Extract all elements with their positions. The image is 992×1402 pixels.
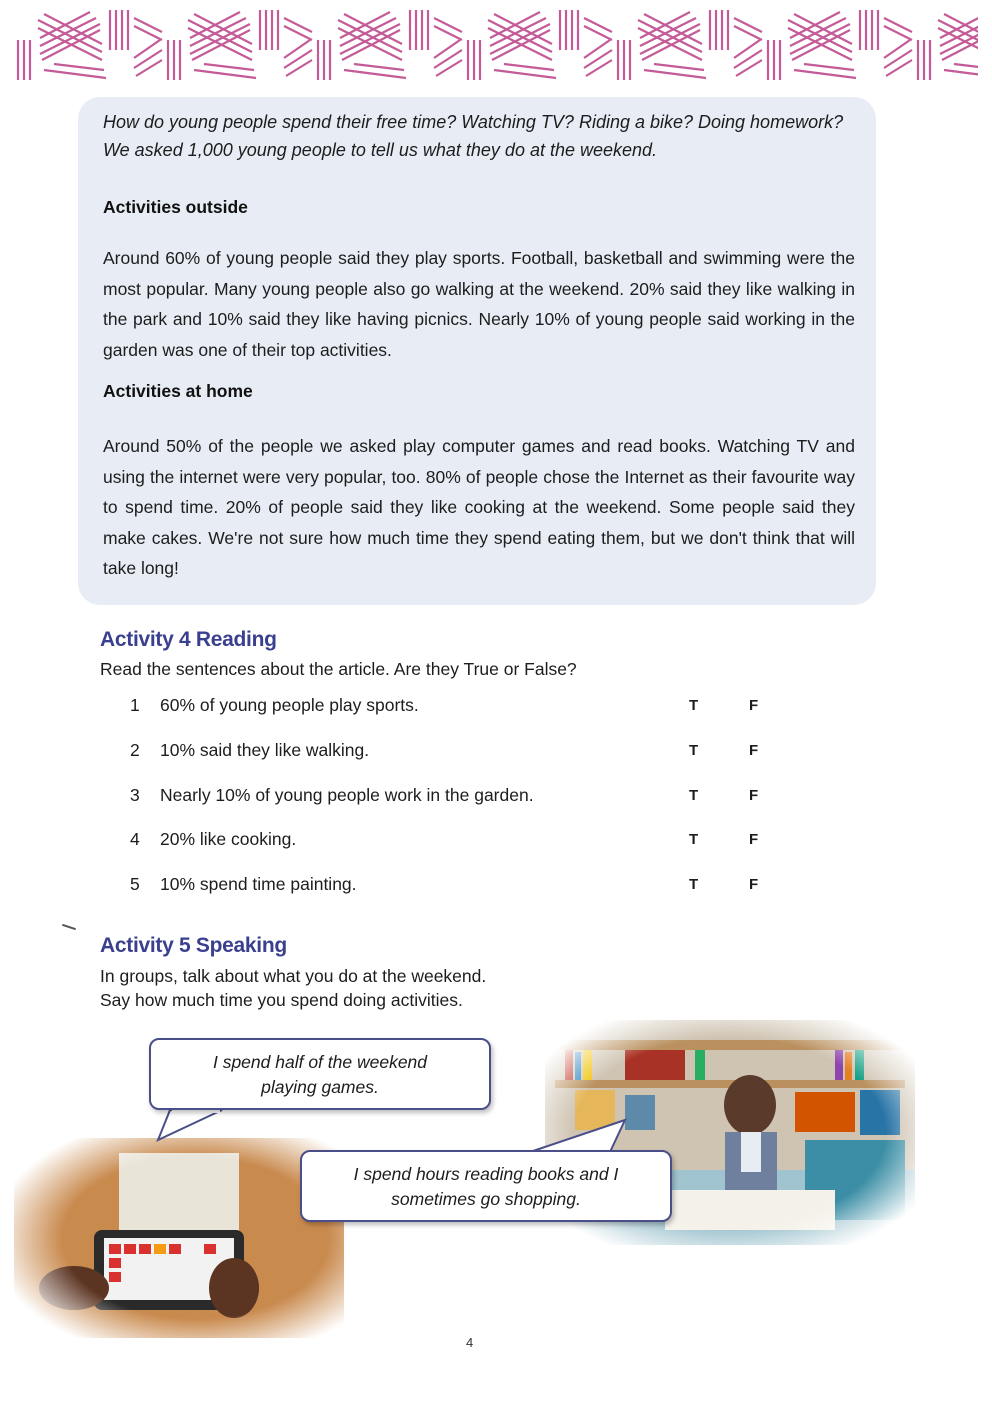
page-number: 4	[466, 1335, 474, 1350]
speech-bubble-2-text: I spend hours reading books and I sometimes go shopping.	[353, 1164, 619, 1209]
true-option[interactable]: T	[689, 831, 699, 848]
false-option[interactable]: F	[749, 876, 759, 893]
decorative-banner	[14, 10, 978, 80]
question-row	[100, 874, 780, 902]
speech-bubble-2	[300, 1150, 672, 1222]
question-text: 10% spend time painting.	[160, 874, 357, 894]
question-row	[100, 740, 780, 768]
speech-bubble-1	[149, 1038, 491, 1110]
activity-4-instruction: Read the sentences about the article. Are they True or False?	[100, 659, 577, 679]
question-text: 60% of young people play sports.	[160, 695, 419, 715]
question-number: 5	[130, 874, 140, 894]
activity-5-instruction-1: In groups, talk about what you do at the weekend.	[100, 966, 487, 986]
true-option[interactable]: T	[689, 742, 699, 759]
true-option[interactable]: T	[689, 697, 699, 714]
true-option[interactable]: T	[689, 787, 699, 804]
activity-5-title: Activity 5 Speaking	[100, 934, 287, 957]
question-number: 1	[130, 695, 140, 715]
question-row	[100, 785, 780, 813]
question-number: 3	[130, 785, 140, 805]
question-row	[100, 829, 780, 857]
false-option[interactable]: F	[749, 787, 759, 804]
tablet-photo	[14, 1138, 344, 1338]
bubble-1-tail	[150, 1108, 230, 1143]
false-option[interactable]: F	[749, 742, 759, 759]
stray-mark	[62, 924, 76, 930]
true-option[interactable]: T	[689, 876, 699, 893]
outside-heading: Activities outside	[103, 197, 248, 217]
question-text: Nearly 10% of young people work in the garden.	[160, 785, 534, 805]
question-text: 20% like cooking.	[160, 829, 297, 849]
question-row	[100, 695, 780, 723]
activity-4-title: Activity 4 Reading	[100, 628, 277, 651]
bubble-2-tail	[510, 1118, 630, 1154]
article-intro: How do young people spend their free time? Watching TV? Riding a bike? Doing homework? We asked 1,000 young people to tell us what they do at the weekend.	[103, 112, 844, 160]
home-paragraph: Around 50% of the people we asked play computer games and read books. Watching TV and using the internet were very popular, too. 80% of people chose the Internet as their favourite way to spend time. 20% of people said they like cooking at the weekend. Some people said they make cakes. We're not sure how much time they spend eating them, but we don't think that will take long!	[103, 436, 855, 578]
question-number: 2	[130, 740, 140, 760]
false-option[interactable]: F	[749, 831, 759, 848]
home-heading: Activities at home	[103, 381, 253, 401]
speech-bubble-1-text: I spend half of the weekend playing games.	[212, 1052, 428, 1097]
question-number: 4	[130, 829, 140, 849]
false-option[interactable]: F	[749, 697, 759, 714]
outside-paragraph: Around 60% of young people said they play sports. Football, basketball and swimming were the most popular. Many young people also go walking at the weekend. 20% said they like walking in the park and 10% said they like having picnics. Nearly 10% of young people said working in the garden was one of their top activities.	[103, 248, 855, 360]
activity-5-instruction-2: Say how much time you spend doing activities.	[100, 990, 463, 1010]
question-text: 10% said they like walking.	[160, 740, 370, 760]
